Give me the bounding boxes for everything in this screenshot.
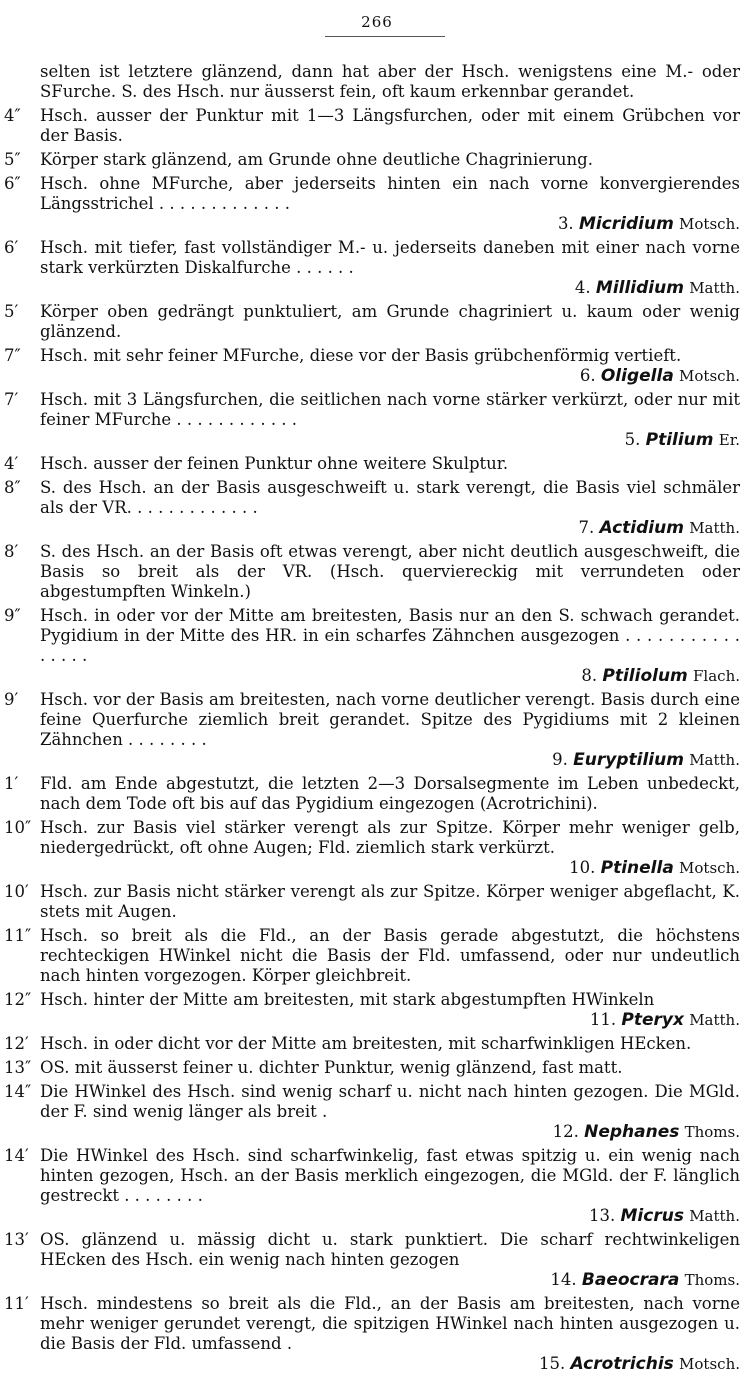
entry-description: Hsch. mit 3 Längsfurchen, die seitlichen nach vorne stärker verkürzt, oder nur mit feiner MFurche . . . . . . . . . . . . [40, 390, 740, 429]
entry-description: OS. mit äusserst feiner u. dichter Punktur, wenig glänzend, fast matt. [40, 1058, 623, 1077]
entry-text [40, 478, 740, 518]
entry-description: Hsch. ausser der Punktur mit 1—3 Längsfurchen, oder mit einem Grübchen vor der Basis. [40, 106, 740, 145]
entry-text [40, 174, 740, 214]
key-entry [0, 1230, 754, 1290]
entry-result [40, 366, 740, 386]
entry-description: Die HWinkel des Hsch. sind wenig scharf u. nicht nach hinten gezogen. Die MGld. der F. sind wenig länger als breit . [40, 1082, 740, 1121]
entry-text [40, 926, 740, 986]
genus-number: 13. [589, 1206, 616, 1225]
key-entry [0, 106, 754, 146]
genus-name: Actidium [599, 518, 684, 538]
genus-number: 8. [581, 666, 598, 685]
entry-text [40, 606, 740, 666]
key-entry [0, 606, 754, 686]
entry-code: 12″ [4, 990, 32, 1009]
entry-description: Hsch. vor der Basis am breitesten, nach vorne deutlicher verengt. Basis durch eine feine Querfurche ziemlich breit gerandet. Spitze des Pygidiums mit 2 kleinen Zähnchen . . . . . . . . [40, 690, 740, 749]
entry-code: 14″ [4, 1082, 32, 1101]
key-entry [0, 238, 754, 298]
genus-number: 5. [624, 430, 641, 449]
genus-author: Flach. [693, 667, 740, 685]
entry-code: 5″ [4, 150, 21, 169]
entry-result [40, 1206, 740, 1226]
key-entry [0, 346, 754, 386]
genus-author: Motsch. [679, 1355, 740, 1373]
entry-description: Fld. am Ende abgestutzt, die letzten 2—3 Dorsalsegmente im Leben unbedeckt, nach dem Tode oft bis auf das Pygidium eingezogen (Acrotrichini). [40, 774, 740, 813]
entry-code: 13″ [4, 1058, 32, 1077]
entry-result [40, 666, 740, 686]
genus-name: Baeocrara [581, 1270, 680, 1290]
entry-description: Hsch. in oder dicht vor der Mitte am breitesten, mit scharfwinkligen HEcken. [40, 1034, 692, 1053]
entry-text [40, 454, 740, 474]
entry-code: 10″ [4, 818, 32, 837]
entry-description: Hsch. mindestens so breit als die Fld., an der Basis am breitesten, nach vorne mehr weniger gerundet verengt, die spitzigen HWinkel nach hinten ausgezogen u. die Basis der Fld. umfassend . [40, 1294, 740, 1353]
entry-code: 5′ [4, 302, 19, 321]
key-entry [0, 774, 754, 814]
key-entry [0, 302, 754, 342]
entry-code: 4″ [4, 106, 21, 125]
entry-description: Körper oben gedrängt punktuliert, am Grunde chagriniert u. kaum oder wenig glänzend. [40, 302, 740, 341]
page-number: 266 [361, 13, 393, 31]
genus-author: Matth. [689, 1207, 740, 1225]
key-entry [0, 174, 754, 234]
genus-author: Motsch. [679, 367, 740, 385]
entry-result [40, 858, 740, 878]
genus-number: 10. [569, 858, 596, 877]
genus-name: Acrotrichis [570, 1354, 674, 1374]
key-entry [0, 150, 754, 170]
key-entries [0, 106, 754, 1374]
entry-text [40, 390, 740, 430]
entry-text [40, 818, 740, 858]
genus-author: Matth. [689, 519, 740, 537]
entry-description: Hsch. hinter der Mitte am breitesten, mit stark abgestumpften HWinkeln [40, 990, 655, 1009]
genus-author: Matth. [689, 751, 740, 769]
intro-paragraph: selten ist letztere glänzend, dann hat aber der Hsch. wenigstens eine M.- oder SFurche. S. des Hsch. nur äusserst fein, oft kaum erkennbar gerandet. [40, 62, 740, 101]
key-entry [0, 478, 754, 538]
entry-description: Hsch. so breit als die Fld., an der Basis gerade abgestutzt, die höchstens rechteckigen HWinkel nicht die Basis der Fld. umfassend, oder nur undeutlich nach hinten vorgezogen. Körper gleichbreit. [40, 926, 740, 985]
entry-code: 11′ [4, 1294, 29, 1313]
genus-number: 7. [578, 518, 595, 537]
genus-number: 3. [557, 214, 574, 233]
key-entry [0, 1034, 754, 1054]
entry-code: 8′ [4, 542, 19, 561]
entry-code: 7″ [4, 346, 21, 365]
entry-code: 9″ [4, 606, 21, 625]
genus-number: 4. [574, 278, 591, 297]
key-entry [0, 990, 754, 1030]
entry-text [40, 346, 740, 366]
entry-code: 9′ [4, 690, 19, 709]
entry-description: S. des Hsch. an der Basis oft etwas verengt, aber nicht deutlich ausgeschweift, die Basis so breit als der VR. (Hsch. querviereckig mit verrundeten oder abgestumpften Winkeln.) [40, 542, 740, 601]
genus-name: Oligella [600, 366, 674, 386]
entry-text [40, 1082, 740, 1122]
entry-code: 8″ [4, 478, 21, 497]
entry-code: 7′ [4, 390, 19, 409]
key-entry [0, 690, 754, 770]
entry-result [40, 1354, 740, 1374]
genus-number: 11. [589, 1010, 617, 1029]
genus-name: Ptiliolum [602, 666, 688, 686]
entry-description: S. des Hsch. an der Basis ausgeschweift u. stark verengt, die Basis viel schmäler als der VR. . . . . . . . . . . . . [40, 478, 740, 517]
entry-text [40, 690, 740, 750]
genus-author: Motsch. [679, 859, 740, 877]
key-entry [0, 926, 754, 986]
genus-name: Micridium [578, 214, 674, 234]
entry-code: 10′ [4, 882, 29, 901]
key-entry [0, 542, 754, 602]
key-entry [0, 818, 754, 878]
entry-text [40, 1146, 740, 1206]
key-entry [0, 882, 754, 922]
entry-result [40, 1010, 740, 1030]
entry-text [40, 1058, 740, 1078]
entry-code: 12′ [4, 1034, 29, 1053]
genus-name: Pteryx [621, 1010, 684, 1030]
entry-text [40, 150, 740, 170]
entry-text [40, 542, 740, 602]
entry-description: Körper stark glänzend, am Grunde ohne deutliche Chagrinierung. [40, 150, 593, 169]
genus-name: Euryptilium [573, 750, 684, 770]
entry-result [40, 518, 740, 538]
entry-code: 11″ [4, 926, 32, 945]
entry-code: 1′ [4, 774, 19, 793]
entry-result [40, 430, 740, 450]
entry-text [40, 774, 740, 814]
entry-code: 4′ [4, 454, 19, 473]
genus-number: 12. [552, 1122, 579, 1141]
genus-number: 14. [550, 1270, 577, 1289]
entry-text [40, 1034, 740, 1054]
genus-number: 6. [579, 366, 596, 385]
page-number-rule [325, 36, 445, 37]
entry-description: Hsch. zur Basis viel stärker verengt als zur Spitze. Körper mehr weniger gelb, niedergedrückt, oft ohne Augen; Fld. ziemlich stark verkürzt. [40, 818, 740, 857]
key-entry [0, 454, 754, 474]
entry-code: 6″ [4, 174, 21, 193]
entry-text [40, 1230, 740, 1270]
entry-description: Hsch. mit tiefer, fast vollständiger M.- u. jederseits daneben mit einer nach vorne stark verkürzten Diskalfurche . . . . . . [40, 238, 740, 277]
entry-result [40, 750, 740, 770]
genus-name: Micrus [620, 1206, 684, 1226]
entry-description: Hsch. in oder vor der Mitte am breitesten, Basis nur an den S. schwach gerandet. Pygidium in der Mitte des HR. in ein scharfes Zähnchen ausgezogen . . . . . . . . . . . . . . . . [40, 606, 740, 665]
genus-name: Ptinella [600, 858, 674, 878]
key-body [0, 62, 754, 1378]
entry-result [40, 214, 740, 234]
key-entry [0, 1058, 754, 1078]
entry-description: Hsch. mit sehr feiner MFurche, diese vor der Basis grübchenförmig vertieft. [40, 346, 682, 365]
entry-description: Hsch. zur Basis nicht stärker verengt als zur Spitze. Körper weniger abgeflacht, K. stets mit Augen. [40, 882, 740, 921]
entry-description: OS. glänzend u. mässig dicht u. stark punktiert. Die scharf rechtwinkeligen HEcken des Hsch. ein wenig nach hinten gezogen [40, 1230, 740, 1269]
key-entry [0, 1146, 754, 1226]
entry-description: Hsch. ausser der feinen Punktur ohne weitere Skulptur. [40, 454, 509, 473]
genus-author: Motsch. [679, 215, 740, 233]
entry-description: Die HWinkel des Hsch. sind scharfwinkelig, fast etwas spitzig u. ein wenig nach hinten gezogen, Hsch. an der Basis merklich eingezogen, die MGld. der F. länglich gestreckt . . . . . . . . [40, 1146, 740, 1205]
entry-code: 6′ [4, 238, 19, 257]
genus-name: Nephanes [584, 1122, 680, 1142]
entry-code: 14′ [4, 1146, 29, 1165]
entry-result [40, 1270, 740, 1290]
entry-text [40, 990, 740, 1010]
genus-number: 15. [539, 1354, 566, 1373]
genus-author: Matth. [689, 1011, 740, 1029]
entry-description: Hsch. ohne MFurche, aber jederseits hinten ein nach vorne konvergierendes Längsstrichel . . . . . . . . . . . . . [40, 174, 740, 213]
genus-author: Matth. [689, 279, 740, 297]
genus-name: Ptilium [645, 430, 714, 450]
genus-name: Millidium [595, 278, 684, 298]
entry-text [40, 238, 740, 278]
key-entry [0, 1082, 754, 1142]
key-entry [0, 1294, 754, 1374]
entry-text [40, 302, 740, 342]
entry-text [40, 1294, 740, 1354]
entry-code: 13′ [4, 1230, 29, 1249]
genus-author: Thoms. [684, 1271, 740, 1289]
genus-author: Er. [718, 431, 740, 449]
entry-text [40, 882, 740, 922]
genus-author: Thoms. [684, 1123, 740, 1141]
genus-number: 9. [552, 750, 568, 769]
entry-result [40, 278, 740, 298]
entry-result [40, 1122, 740, 1142]
key-entry [0, 390, 754, 450]
entry-text [40, 106, 740, 146]
